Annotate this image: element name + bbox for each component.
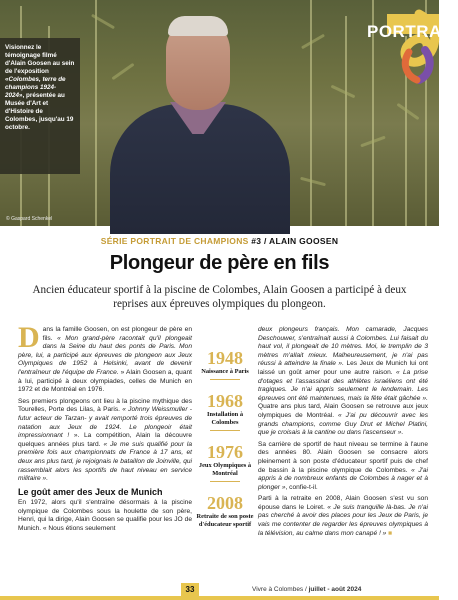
timeline-item	[196, 391, 254, 431]
article-column-2	[258, 326, 428, 541]
series-number: #3	[251, 236, 262, 246]
col2-quote: « Je suis tranquille là-bas. Je n'ai pas cherché à avoir des places pour les Jeux de Paris, je vais me contenter de regarder les épreuves olympiques à la télévision, au calme dans mon canapé ! »	[258, 503, 429, 537]
publication-name: Vivre à Colombes /	[252, 586, 309, 593]
timeline-label: Retraite de son poste d'éducateur sportif	[196, 513, 254, 528]
series-label	[0, 236, 439, 246]
timeline-divider	[210, 430, 240, 431]
timeline-year: 1968	[207, 391, 243, 411]
timeline-item	[196, 348, 254, 380]
timeline-divider	[210, 481, 240, 482]
col2-quote: « La prise d'otages et l'assassinat des athlètes israéliens ont été tragiques. Je n'ai appris seulement le lendemain. Les épreuves ont été maintenues, mais la fête était gâchée ».	[258, 368, 428, 402]
article-column-1	[18, 321, 192, 537]
series-prefix: SÉRIE PORTRAIT DE CHAMPIONS	[100, 236, 252, 246]
drop-cap: D	[18, 321, 40, 354]
col1-quote: « Je me suis qualifié pour la première fois aux championnats de France à 17 ans, et deux ans plus tard, je rejoignais le bataillon de Joinville, qui rassemblait alors les sportifs de haut niveau en service militaire ».	[18, 440, 192, 483]
exhibition-note	[0, 38, 80, 174]
col2-text: Parti à la retraite en 2008, Alain Goosen s'est vu son épouse dans le Loiret.	[258, 495, 428, 511]
timeline-label: Naissance à Paris	[201, 368, 249, 375]
person-hair	[168, 16, 228, 36]
col1-text: ». La compétition, Alain la découvre quelques années plus tard.	[18, 432, 192, 448]
section-tag: PORTRAIT	[367, 22, 458, 41]
timeline-year: 1976	[207, 442, 243, 462]
end-mark: ■	[386, 529, 393, 537]
col1-text: » Alain Goosen a, quant à lui, participé à deux olympiades, celles de Munich en 1972 et de Montréal en 1976.	[18, 368, 192, 394]
timeline-label: Jeux Olympiques à Montréal	[198, 462, 252, 477]
timeline	[196, 348, 254, 540]
article-title: Plongeur de père en fils	[109, 252, 330, 274]
exhibition-note-text: Visionnez le témoignage filmé d'Alain Goosen au sein de l'exposition «	[5, 44, 75, 83]
col2-text: Sa carrière de sportif de haut niveau se termine à l'aune des années 80. Alain Goosen se consacre alors pleinement à son poste d'éducateur sportif puis de chef de bassin à la piscine olympique de Colombes.	[258, 440, 428, 474]
col2-quote: « J'ai appris à de nombreux enfants de Colombes à nager et à plonger »	[258, 466, 429, 491]
publication-date: juillet - août 2024	[308, 586, 362, 593]
section-subheading: Le goût amer des Jeux de Munich	[18, 486, 163, 497]
col1-text: En 1972, alors qu'il s'entraîne désormais à la piscine olympique de Colombes sous la houlette de son père, Henri, qui la dirige, Alain Goosen se qualifie pour les JO de Munich. « Nous étions seulement	[18, 499, 192, 533]
col2-text: , confie-t-il.	[285, 483, 318, 491]
portrait-photo	[0, 0, 458, 226]
timeline-label: Installation à Colombes	[206, 411, 244, 426]
col2-text: Les Jeux de Munich lui ont laissé un goût amer pour une autre raison.	[258, 360, 428, 376]
article-lead: Ancien éducateur sportif à la piscine de Colombes, Alain Goosen a participé à deux reprises aux épreuves olympiques du plongeon.	[32, 284, 407, 310]
timeline-year: 1948	[207, 348, 243, 368]
series-subject: / ALAIN GOOSEN	[261, 236, 339, 246]
col1-quote: « Mon grand-père racontait qu'il plongeait dans la Seine du haut des ponts de Paris. Mon père, lui, a participé aux épreuves de plongeon aux Jeux Olympiques de 1952 à Helsinki, avant de devenir l'entraîneur de l'équipe de France.	[18, 334, 192, 376]
col2-text: Quatre ans plus tard, Alain Goosen se retrouve aux jeux olympiques de Montréal.	[258, 403, 428, 419]
timeline-item	[196, 442, 254, 482]
col2-quote: « J'ai pu découvrir avec les grands champions, comme Guy Drut et Michel Platini, que je croisais à la cantine ou dans l'ascenseur ».	[258, 411, 428, 437]
timeline-year: 2008	[207, 493, 243, 513]
col1-text: Ses premiers plongeons ont lieu à la piscine mythique des Tourelles, Porte des Lilas, à Paris.	[18, 397, 192, 414]
timeline-item	[196, 493, 254, 529]
exhibition-note-end: », présentée au Musée d'Art et d'Histoire de Colombes, jusqu'au 19 octobre.	[5, 92, 74, 131]
photo-credit: © Gaspard Schenkel	[6, 216, 53, 222]
page-number: 33	[181, 583, 199, 596]
col2-quote: deux plongeurs français. Mon camarade, Jacques Deschouwer, s'entraînait aussi à Colombes. Lui faisait du haut vol, il plongeait de 10 mètres. Moi, le tremplin de 3 mètres m'allait mieux. Malheureusement, je n'ai pas réussi à atteindre la finale ».	[258, 326, 428, 368]
footer-bar	[0, 596, 439, 600]
col1-text: ans la famille Goosen, on est plongeur de père en fils.	[42, 326, 192, 342]
timeline-divider	[210, 379, 240, 380]
col1-quote: « Johnny Weissmuller -futur acteur de Tarzan- y avait remporté trois épreuves de natation aux Jeux de 1924. Le plongeoir était impressionnant !	[18, 406, 192, 440]
publication-info	[252, 586, 361, 593]
exhibition-title: Colombes, terre de champions 1924-2024	[5, 76, 66, 99]
